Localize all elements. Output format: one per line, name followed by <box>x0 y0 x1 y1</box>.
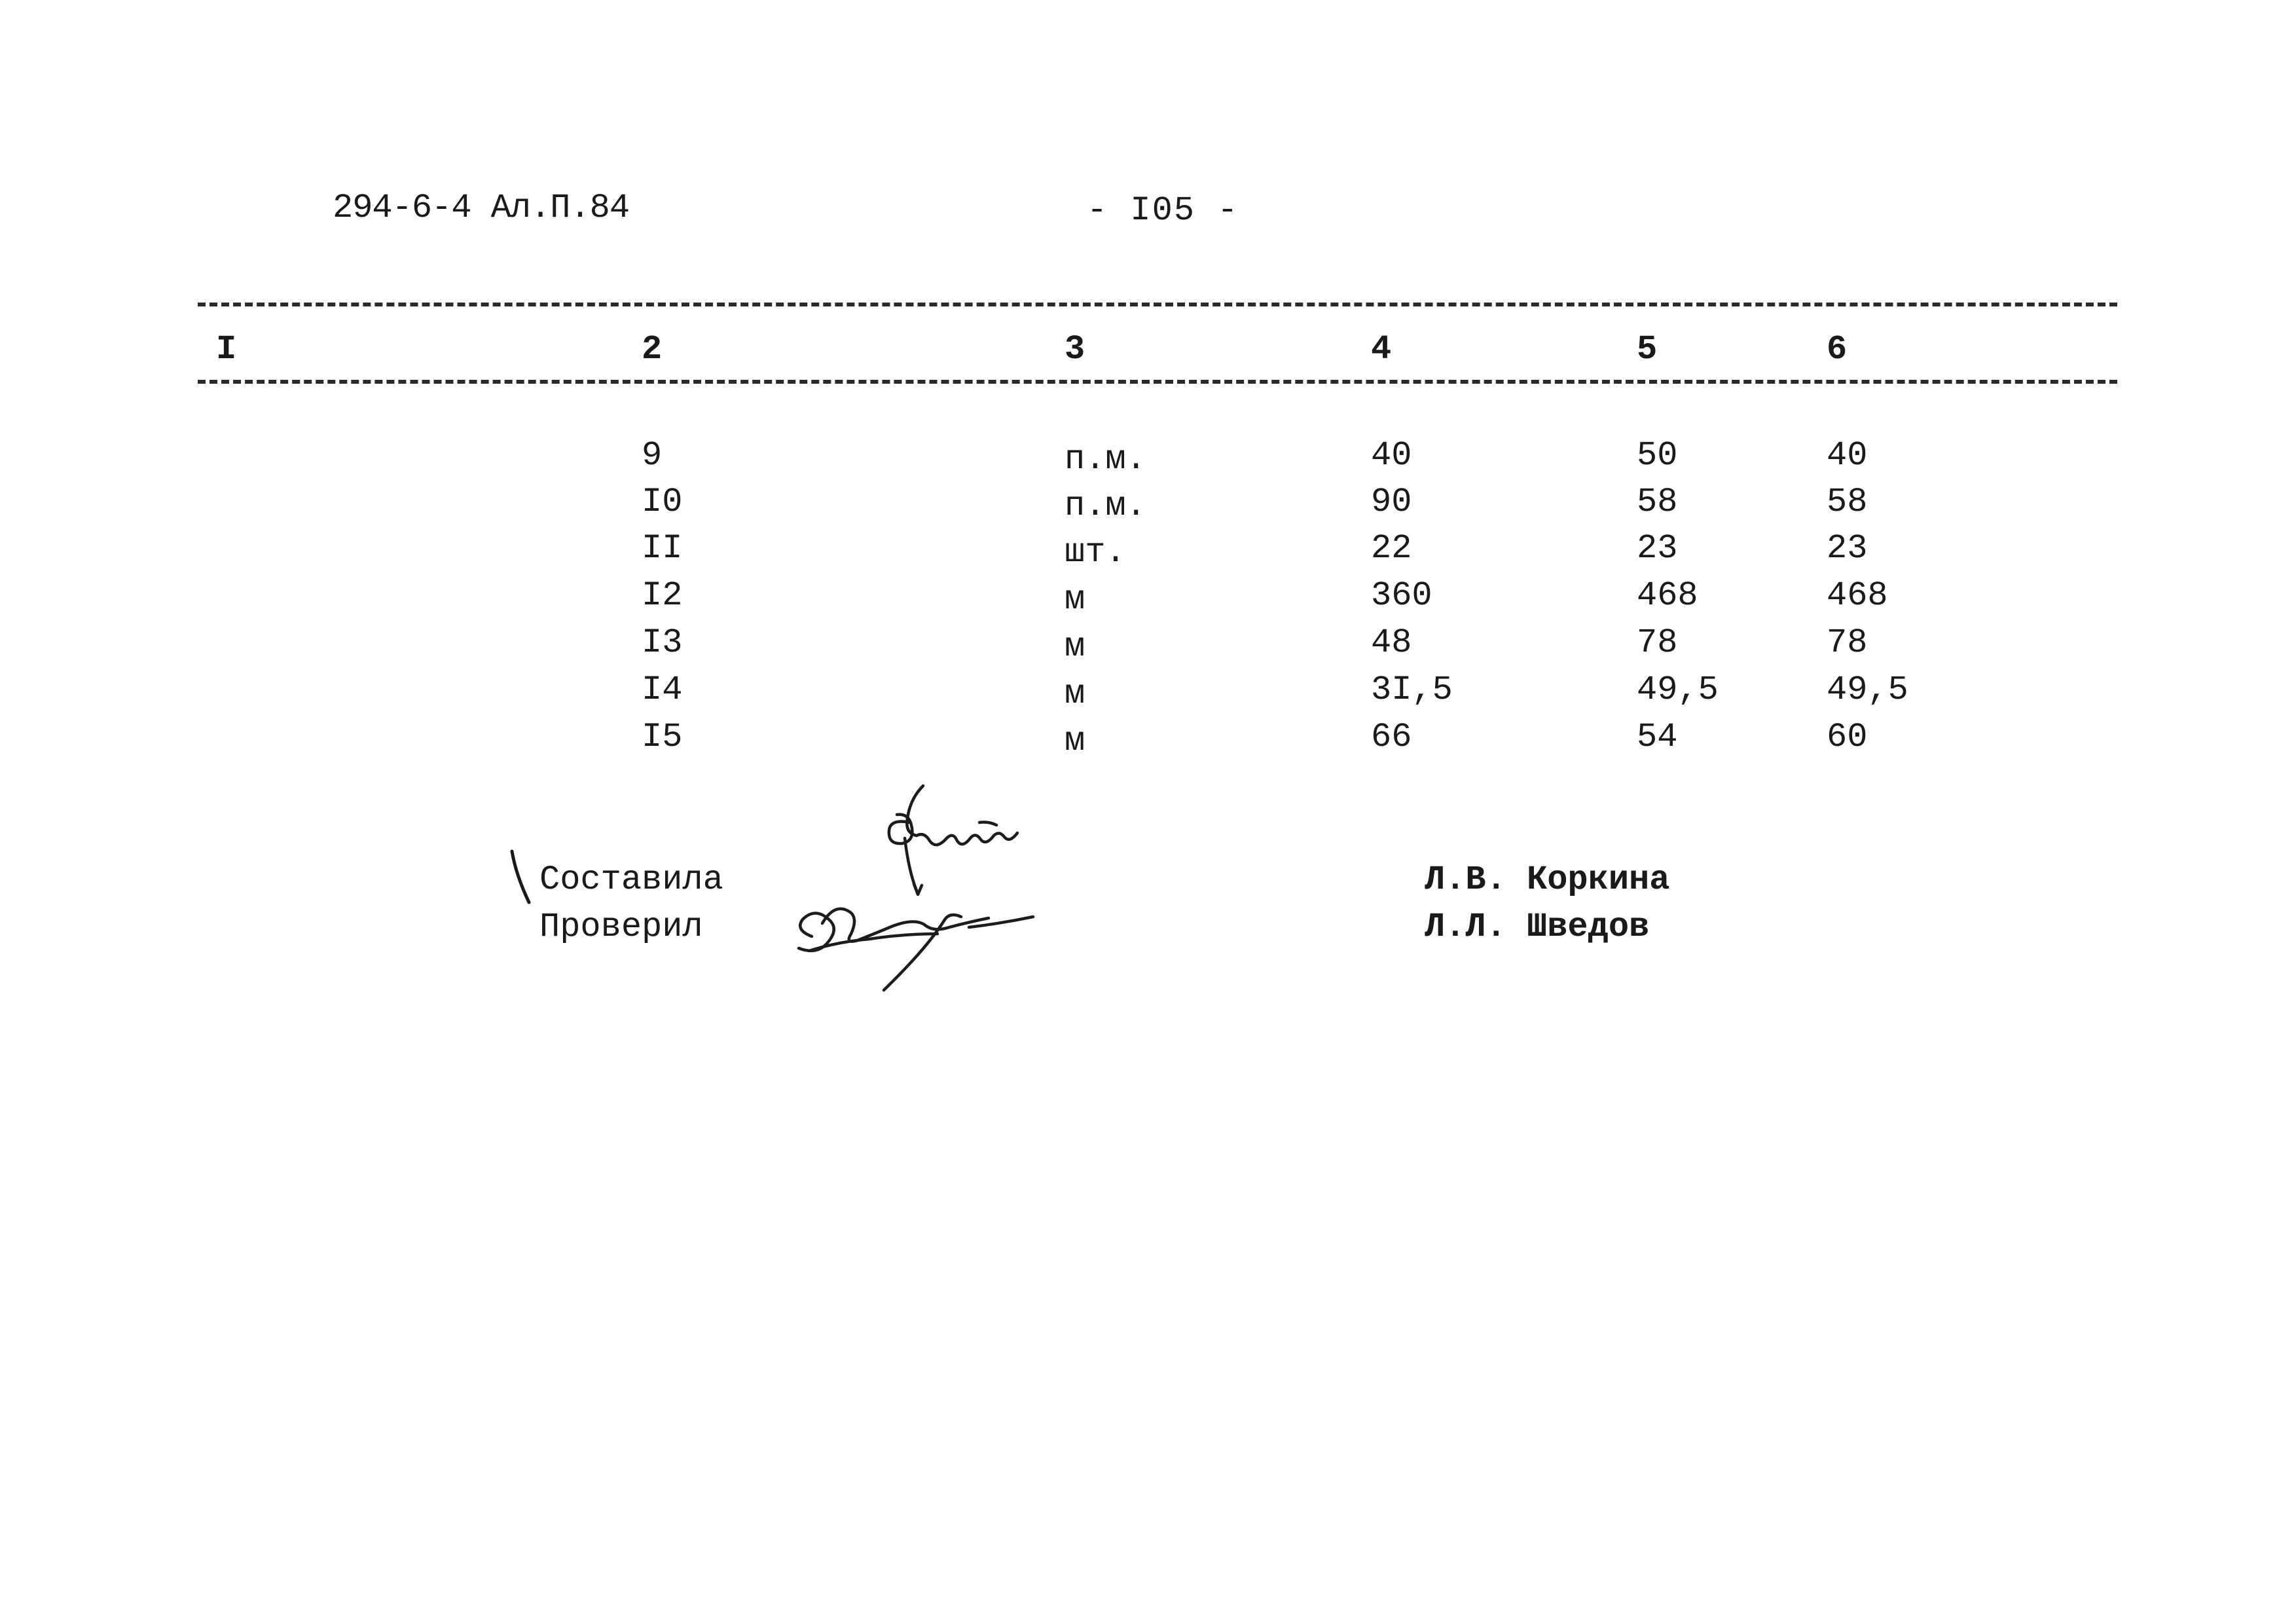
row-number-cell: I2 <box>642 576 683 615</box>
row-number-cell: I0 <box>642 483 683 521</box>
value-cell-5: 54 <box>1637 718 1678 756</box>
unit-cell: п.м. <box>1065 487 1146 525</box>
value-cell-4: 40 <box>1371 436 1412 475</box>
value-cell-6: 78 <box>1827 623 1868 662</box>
compiled-by-label: Составила <box>539 860 723 899</box>
value-cell-4: 66 <box>1371 718 1412 756</box>
unit-cell: шт. <box>1065 533 1126 572</box>
table-header-rule <box>198 380 2117 384</box>
value-cell-5: 50 <box>1637 436 1678 475</box>
row-number-cell: II <box>642 529 683 568</box>
margin-mark-icon <box>509 849 536 908</box>
unit-cell: м <box>1065 580 1085 619</box>
value-cell-6: 40 <box>1827 436 1868 475</box>
checked-by-label: Проверил <box>539 908 703 946</box>
column-header-4: 4 <box>1371 330 1392 369</box>
page-number: - I05 - <box>1087 191 1239 230</box>
value-cell-4: 48 <box>1371 623 1412 662</box>
value-cell-5: 49,5 <box>1637 671 1719 709</box>
unit-cell: м <box>1065 627 1085 666</box>
document-code: 294-6-4 Ал.П.84 <box>333 189 630 227</box>
value-cell-6: 468 <box>1827 576 1888 615</box>
value-cell-5: 58 <box>1637 483 1678 521</box>
checked-by-name: Л.Л. Шведов <box>1425 908 1650 946</box>
value-cell-6: 58 <box>1827 483 1868 521</box>
row-number-cell: I5 <box>642 718 683 756</box>
column-header-1: I <box>216 330 237 369</box>
value-cell-4: 22 <box>1371 529 1412 568</box>
value-cell-4: 90 <box>1371 483 1412 521</box>
table-top-rule <box>198 303 2117 306</box>
unit-cell: п.м. <box>1065 440 1146 479</box>
column-header-5: 5 <box>1637 330 1658 369</box>
compiled-by-name: Л.В. Коркина <box>1425 860 1670 899</box>
unit-cell: м <box>1065 674 1085 713</box>
value-cell-5: 468 <box>1637 576 1698 615</box>
value-cell-6: 23 <box>1827 529 1868 568</box>
value-cell-5: 23 <box>1637 529 1678 568</box>
row-number-cell: I4 <box>642 671 683 709</box>
value-cell-4: 3I,5 <box>1371 671 1453 709</box>
value-cell-6: 60 <box>1827 718 1868 756</box>
value-cell-6: 49,5 <box>1827 671 1908 709</box>
column-header-3: 3 <box>1065 330 1085 369</box>
unit-cell: м <box>1065 722 1085 760</box>
row-number-cell: 9 <box>642 436 663 475</box>
value-cell-4: 360 <box>1371 576 1432 615</box>
row-number-cell: I3 <box>642 623 683 662</box>
column-header-2: 2 <box>642 330 663 369</box>
column-header-6: 6 <box>1827 330 1848 369</box>
handwritten-signature-icon <box>753 773 1133 995</box>
value-cell-5: 78 <box>1637 623 1678 662</box>
